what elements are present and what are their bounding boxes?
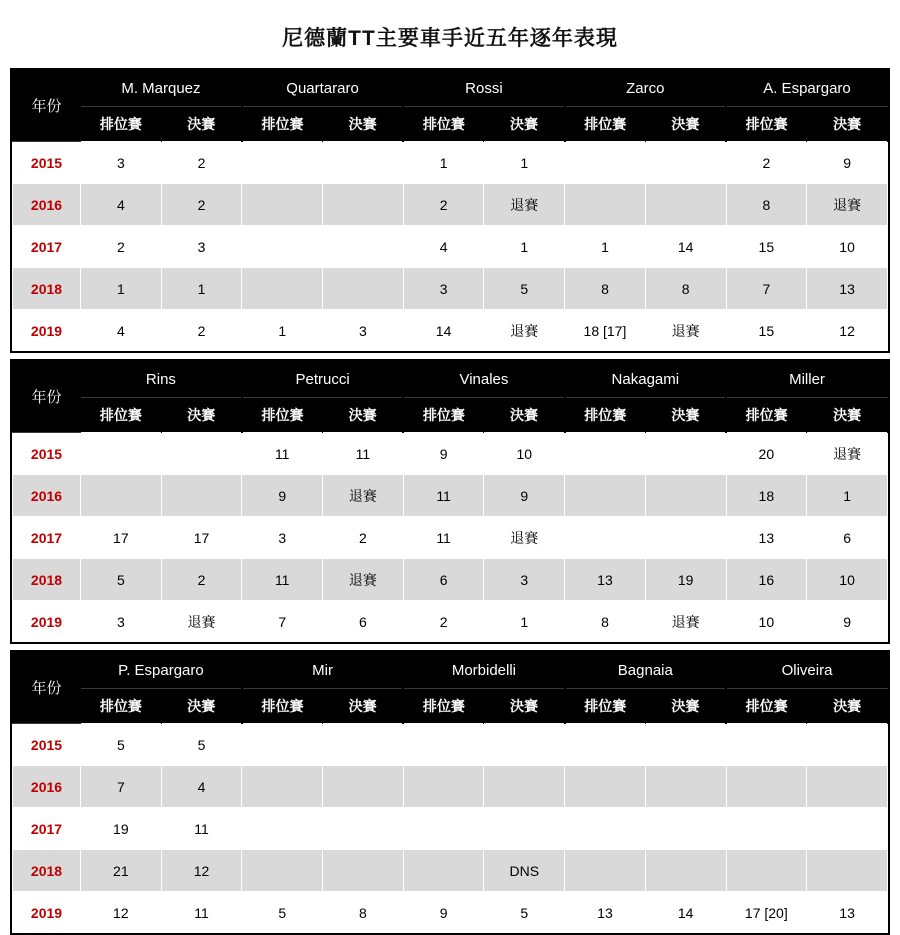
qualify-result-cell: 18 [17] <box>565 310 646 352</box>
qualify-result-cell <box>565 184 646 226</box>
table-row <box>13 226 888 268</box>
table-row <box>13 184 888 226</box>
race-result-cell: 5 <box>484 892 565 934</box>
qualify-result-cell <box>81 475 162 517</box>
race-result-cell: 11 <box>323 433 404 475</box>
race-result-cell: 8 <box>323 892 404 934</box>
qualify-result-cell: 8 <box>565 268 646 310</box>
race-result-cell <box>323 850 404 892</box>
race-result-cell <box>645 475 726 517</box>
qualify-column-header: 排位賽 <box>726 107 807 142</box>
rider-header-row <box>13 652 888 689</box>
race-result-cell: 6 <box>323 601 404 643</box>
race-result-cell <box>323 226 404 268</box>
year-cell: 2019 <box>13 601 81 643</box>
race-result-cell: 3 <box>484 559 565 601</box>
qualify-column-header: 排位賽 <box>403 689 484 724</box>
qualify-result-cell: 18 <box>726 475 807 517</box>
race-result-cell <box>645 517 726 559</box>
year-cell: 2017 <box>13 517 81 559</box>
rider-name-header: Miller <box>726 361 888 398</box>
qualify-column-header: 排位賽 <box>726 398 807 433</box>
race-result-cell: 13 <box>807 892 888 934</box>
race-result-cell: 8 <box>645 268 726 310</box>
rider-name-header: P. Espargaro <box>81 652 242 689</box>
qualify-result-cell <box>565 433 646 475</box>
race-result-cell: DNS <box>484 850 565 892</box>
qualify-column-header: 排位賽 <box>565 689 646 724</box>
qualify-result-cell <box>242 226 323 268</box>
qualify-result-cell <box>403 808 484 850</box>
race-column-header: 決賽 <box>807 107 888 142</box>
rider-name-header: Quartararo <box>242 70 403 107</box>
race-result-cell: 1 <box>484 142 565 184</box>
qualify-result-cell: 8 <box>565 601 646 643</box>
year-cell: 2018 <box>13 559 81 601</box>
qualify-result-cell: 12 <box>81 892 162 934</box>
qualify-result-cell: 21 <box>81 850 162 892</box>
qualify-column-header: 排位賽 <box>242 107 323 142</box>
table-row <box>13 433 888 475</box>
race-result-cell: 退賽 <box>323 559 404 601</box>
qualify-result-cell <box>565 142 646 184</box>
table-row <box>13 808 888 850</box>
qualify-result-cell: 5 <box>81 724 162 766</box>
year-cell: 2015 <box>13 724 81 766</box>
qualify-result-cell: 15 <box>726 226 807 268</box>
qualify-result-cell: 11 <box>403 517 484 559</box>
race-result-cell <box>323 268 404 310</box>
qualify-result-cell: 13 <box>726 517 807 559</box>
race-result-cell: 2 <box>323 517 404 559</box>
race-column-header: 決賽 <box>807 398 888 433</box>
rider-table-block <box>10 359 890 644</box>
race-result-cell: 9 <box>807 142 888 184</box>
race-result-cell <box>645 184 726 226</box>
year-cell: 2016 <box>13 475 81 517</box>
rider-table-block <box>10 68 890 353</box>
year-cell: 2015 <box>13 433 81 475</box>
qualify-result-cell <box>242 184 323 226</box>
rider-header-row <box>13 361 888 398</box>
race-column-header: 決賽 <box>807 689 888 724</box>
race-result-cell: 3 <box>161 226 242 268</box>
race-result-cell <box>645 433 726 475</box>
qualify-result-cell: 15 <box>726 310 807 352</box>
year-cell: 2019 <box>13 310 81 352</box>
qualify-result-cell: 7 <box>726 268 807 310</box>
rider-name-header: Rins <box>81 361 242 398</box>
qualify-result-cell: 7 <box>242 601 323 643</box>
table-row <box>13 724 888 766</box>
race-column-header: 決賽 <box>484 107 565 142</box>
table-row <box>13 475 888 517</box>
year-cell: 2017 <box>13 808 81 850</box>
qualify-result-cell: 1 <box>242 310 323 352</box>
rider-name-header: Mir <box>242 652 403 689</box>
table-row <box>13 310 888 352</box>
race-result-cell: 1 <box>807 475 888 517</box>
qualify-result-cell <box>403 766 484 808</box>
race-column-header: 決賽 <box>484 689 565 724</box>
race-result-cell <box>807 766 888 808</box>
qualify-result-cell: 2 <box>403 184 484 226</box>
qualify-result-cell <box>565 724 646 766</box>
qualify-result-cell: 1 <box>403 142 484 184</box>
race-column-header: 決賽 <box>484 398 565 433</box>
race-result-cell <box>807 724 888 766</box>
year-column-header: 年份 <box>13 652 81 724</box>
race-result-cell: 2 <box>161 142 242 184</box>
qualify-column-header: 排位賽 <box>242 398 323 433</box>
year-column-header: 年份 <box>13 361 81 433</box>
qualify-result-cell: 2 <box>81 226 162 268</box>
race-result-cell: 退賽 <box>645 310 726 352</box>
qualify-result-cell: 11 <box>403 475 484 517</box>
qualify-result-cell <box>565 766 646 808</box>
qualify-result-cell: 5 <box>81 559 162 601</box>
rider-name-header: Rossi <box>403 70 564 107</box>
race-result-cell: 退賽 <box>484 310 565 352</box>
race-result-cell: 10 <box>484 433 565 475</box>
qualify-result-cell <box>242 850 323 892</box>
qualify-column-header: 排位賽 <box>242 689 323 724</box>
race-result-cell: 10 <box>807 226 888 268</box>
qualify-result-cell <box>242 142 323 184</box>
race-result-cell <box>161 433 242 475</box>
table-row <box>13 892 888 934</box>
race-result-cell: 12 <box>161 850 242 892</box>
race-result-cell <box>645 850 726 892</box>
race-column-header: 決賽 <box>323 107 404 142</box>
qualify-result-cell <box>242 808 323 850</box>
qualify-result-cell: 14 <box>403 310 484 352</box>
rider-header-row <box>13 70 888 107</box>
qualify-result-cell: 5 <box>242 892 323 934</box>
rider-table-block <box>10 650 890 935</box>
qualify-column-header: 排位賽 <box>81 689 162 724</box>
qualify-result-cell: 3 <box>81 601 162 643</box>
qualify-result-cell: 7 <box>81 766 162 808</box>
rider-name-header: M. Marquez <box>81 70 242 107</box>
race-result-cell: 14 <box>645 226 726 268</box>
race-result-cell: 5 <box>484 268 565 310</box>
race-column-header: 決賽 <box>323 398 404 433</box>
rider-name-header: Morbidelli <box>403 652 564 689</box>
rider-name-header: Oliveira <box>726 652 888 689</box>
qualify-result-cell: 3 <box>403 268 484 310</box>
rider-name-header: Nakagami <box>565 361 726 398</box>
year-cell: 2015 <box>13 142 81 184</box>
race-result-cell: 13 <box>807 268 888 310</box>
qualify-result-cell: 11 <box>242 433 323 475</box>
race-result-cell: 11 <box>161 892 242 934</box>
table-row <box>13 517 888 559</box>
year-cell: 2017 <box>13 226 81 268</box>
tables-container <box>0 68 900 935</box>
qualify-result-cell: 4 <box>403 226 484 268</box>
race-result-cell: 9 <box>484 475 565 517</box>
race-result-cell: 19 <box>645 559 726 601</box>
table-row <box>13 601 888 643</box>
qualify-result-cell <box>403 850 484 892</box>
race-result-cell: 2 <box>161 559 242 601</box>
qualify-result-cell: 13 <box>565 892 646 934</box>
qualify-result-cell: 9 <box>403 433 484 475</box>
qualify-result-cell <box>242 724 323 766</box>
qualify-result-cell: 4 <box>81 310 162 352</box>
race-result-cell <box>323 808 404 850</box>
race-result-cell <box>807 808 888 850</box>
qualify-result-cell: 19 <box>81 808 162 850</box>
race-column-header: 決賽 <box>161 398 242 433</box>
qualify-column-header: 排位賽 <box>403 107 484 142</box>
session-header-row <box>13 398 888 433</box>
race-column-header: 決賽 <box>161 689 242 724</box>
race-result-cell <box>484 808 565 850</box>
race-result-cell <box>323 142 404 184</box>
year-cell: 2018 <box>13 268 81 310</box>
rider-name-header: A. Espargaro <box>726 70 888 107</box>
race-result-cell <box>323 766 404 808</box>
race-result-cell <box>645 766 726 808</box>
qualify-result-cell <box>565 850 646 892</box>
rider-name-header: Petrucci <box>242 361 403 398</box>
rider-name-header: Zarco <box>565 70 726 107</box>
race-result-cell <box>645 142 726 184</box>
qualify-result-cell: 2 <box>403 601 484 643</box>
year-cell: 2019 <box>13 892 81 934</box>
qualify-result-cell: 4 <box>81 184 162 226</box>
qualify-result-cell: 1 <box>81 268 162 310</box>
qualify-result-cell: 17 [20] <box>726 892 807 934</box>
qualify-result-cell: 17 <box>81 517 162 559</box>
table-row <box>13 142 888 184</box>
race-result-cell: 1 <box>484 226 565 268</box>
qualify-result-cell <box>726 808 807 850</box>
qualify-result-cell <box>565 808 646 850</box>
qualify-column-header: 排位賽 <box>403 398 484 433</box>
race-result-cell <box>484 766 565 808</box>
table-row <box>13 766 888 808</box>
qualify-result-cell: 1 <box>565 226 646 268</box>
qualify-result-cell: 2 <box>726 142 807 184</box>
race-result-cell <box>645 724 726 766</box>
qualify-result-cell: 3 <box>242 517 323 559</box>
race-column-header: 決賽 <box>323 689 404 724</box>
qualify-result-cell <box>81 433 162 475</box>
qualify-result-cell <box>565 517 646 559</box>
qualify-column-header: 排位賽 <box>81 398 162 433</box>
race-result-cell <box>161 475 242 517</box>
qualify-result-cell: 10 <box>726 601 807 643</box>
session-header-row <box>13 107 888 142</box>
race-result-cell: 11 <box>161 808 242 850</box>
qualify-result-cell: 6 <box>403 559 484 601</box>
table-row <box>13 850 888 892</box>
race-result-cell: 9 <box>807 601 888 643</box>
qualify-result-cell <box>242 766 323 808</box>
qualify-result-cell: 9 <box>242 475 323 517</box>
qualify-result-cell <box>726 766 807 808</box>
rider-name-header: Bagnaia <box>565 652 726 689</box>
race-result-cell: 1 <box>161 268 242 310</box>
year-cell: 2018 <box>13 850 81 892</box>
qualify-result-cell <box>403 724 484 766</box>
qualify-column-header: 排位賽 <box>81 107 162 142</box>
race-result-cell: 14 <box>645 892 726 934</box>
race-result-cell: 退賽 <box>484 184 565 226</box>
page-title: 尼德蘭TT主要車手近五年逐年表現 <box>282 27 618 50</box>
rider-table <box>12 652 888 933</box>
race-result-cell: 12 <box>807 310 888 352</box>
qualify-result-cell: 20 <box>726 433 807 475</box>
year-cell: 2016 <box>13 184 81 226</box>
race-column-header: 決賽 <box>645 398 726 433</box>
race-result-cell: 退賽 <box>807 184 888 226</box>
race-result-cell: 退賽 <box>323 475 404 517</box>
qualify-column-header: 排位賽 <box>565 107 646 142</box>
table-row <box>13 268 888 310</box>
qualify-result-cell: 8 <box>726 184 807 226</box>
race-result-cell: 2 <box>161 310 242 352</box>
race-column-header: 決賽 <box>161 107 242 142</box>
qualify-result-cell <box>726 724 807 766</box>
race-result-cell: 退賽 <box>807 433 888 475</box>
qualify-column-header: 排位賽 <box>726 689 807 724</box>
race-result-cell <box>323 724 404 766</box>
qualify-result-cell: 9 <box>403 892 484 934</box>
session-header-row <box>13 689 888 724</box>
race-result-cell <box>323 184 404 226</box>
qualify-column-header: 排位賽 <box>565 398 646 433</box>
rider-table <box>12 361 888 642</box>
race-result-cell <box>645 808 726 850</box>
qualify-result-cell <box>726 850 807 892</box>
race-column-header: 決賽 <box>645 107 726 142</box>
race-result-cell: 5 <box>161 724 242 766</box>
race-result-cell: 10 <box>807 559 888 601</box>
race-column-header: 決賽 <box>645 689 726 724</box>
race-result-cell: 退賽 <box>484 517 565 559</box>
qualify-result-cell: 3 <box>81 142 162 184</box>
qualify-result-cell <box>242 268 323 310</box>
race-result-cell <box>484 724 565 766</box>
qualify-result-cell: 11 <box>242 559 323 601</box>
race-result-cell: 17 <box>161 517 242 559</box>
race-result-cell: 退賽 <box>645 601 726 643</box>
qualify-result-cell: 16 <box>726 559 807 601</box>
race-result-cell: 退賽 <box>161 601 242 643</box>
qualify-result-cell <box>565 475 646 517</box>
table-row <box>13 559 888 601</box>
rider-name-header: Vinales <box>403 361 564 398</box>
race-result-cell: 4 <box>161 766 242 808</box>
year-column-header: 年份 <box>13 70 81 142</box>
race-result-cell: 6 <box>807 517 888 559</box>
race-result-cell: 3 <box>323 310 404 352</box>
qualify-result-cell: 13 <box>565 559 646 601</box>
race-result-cell: 2 <box>161 184 242 226</box>
race-result-cell: 1 <box>484 601 565 643</box>
rider-table <box>12 70 888 351</box>
year-cell: 2016 <box>13 766 81 808</box>
race-result-cell <box>807 850 888 892</box>
